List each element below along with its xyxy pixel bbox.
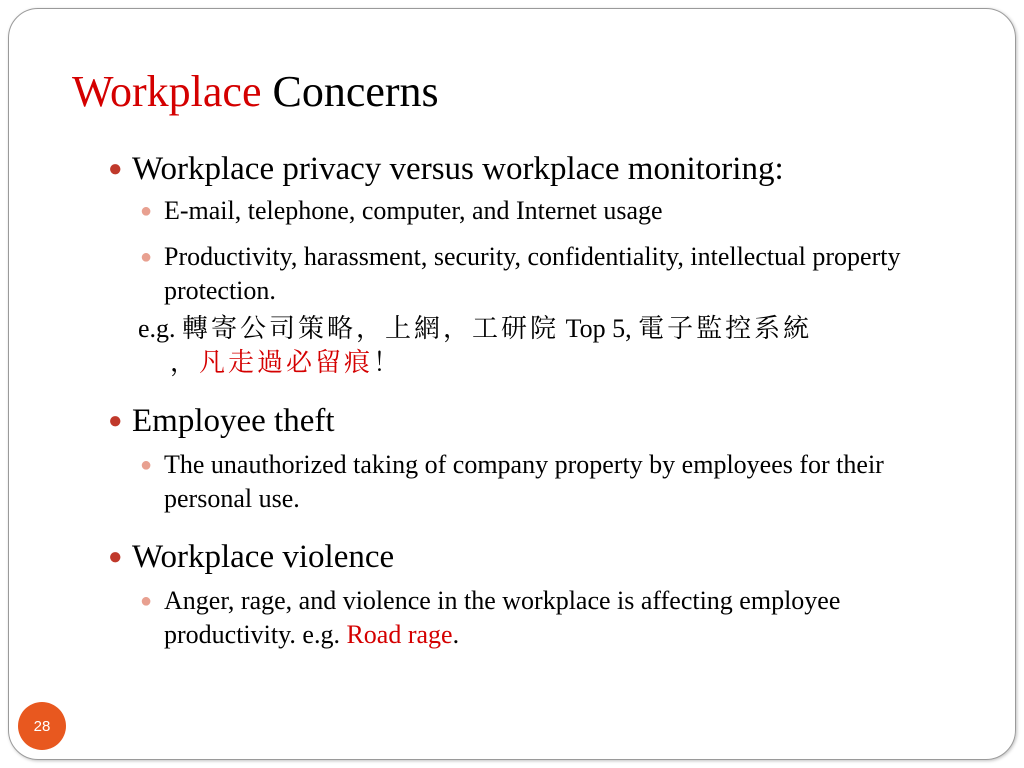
bullet-violence [108, 538, 978, 576]
sub-bullet-end: . [452, 620, 460, 649]
sub-bullet-text: E-mail, telephone, computer, and Internet usage [164, 196, 663, 225]
sub-bullet-dot-icon: ● [140, 590, 153, 612]
title-rest: Concerns [261, 67, 439, 116]
sub-bullet-text: Anger, rage, and violence in the workplace is affecting employee productivity. e.g. [164, 586, 841, 649]
note-cjk-3: ， [170, 348, 200, 378]
bullet-text: Workplace privacy versus workplace monitoring: [132, 151, 784, 187]
sub-bullet-dot-icon: ● [140, 246, 153, 268]
bullet-dot-icon: ● [108, 544, 123, 570]
bullet-privacy [108, 150, 978, 188]
example-note [138, 312, 978, 380]
bullet-theft [108, 402, 978, 440]
road-rage-text: Road rage [346, 620, 453, 649]
note-cjk-1: 轉寄公司策略，上網，工研院 [182, 314, 560, 344]
bullet-text: Employee theft [132, 403, 335, 439]
bullet-text: Workplace violence [132, 539, 395, 575]
bullet-dot-icon: ● [108, 156, 123, 182]
page-number-badge: 28 [18, 702, 66, 750]
sub-bullet-text: Productivity, harassment, security, confidentiality, intellectual property protection. [164, 242, 901, 305]
sub-bullet-dot-icon: ● [140, 200, 153, 222]
sub-bullet-dot-icon: ● [140, 454, 153, 476]
note-prefix: e.g. [138, 314, 183, 343]
note-cjk-2: 電子監控系統 [638, 314, 813, 344]
sub-bullet-productivity [140, 240, 978, 308]
note-end: ！ [373, 348, 403, 378]
sub-bullet-theft-definition [140, 448, 978, 516]
note-red-phrase: 凡走過必留痕 [199, 348, 374, 378]
bullet-dot-icon: ● [108, 408, 123, 434]
sub-bullet-text: The unauthorized taking of company property by employees for their personal use. [164, 450, 884, 513]
slide-content [108, 150, 978, 652]
sub-bullet-violence-effect [140, 584, 978, 652]
sub-bullet-usage [140, 194, 978, 228]
note-mid: Top 5, [559, 314, 639, 343]
slide-title [72, 68, 439, 116]
title-accent: Workplace [72, 67, 262, 116]
